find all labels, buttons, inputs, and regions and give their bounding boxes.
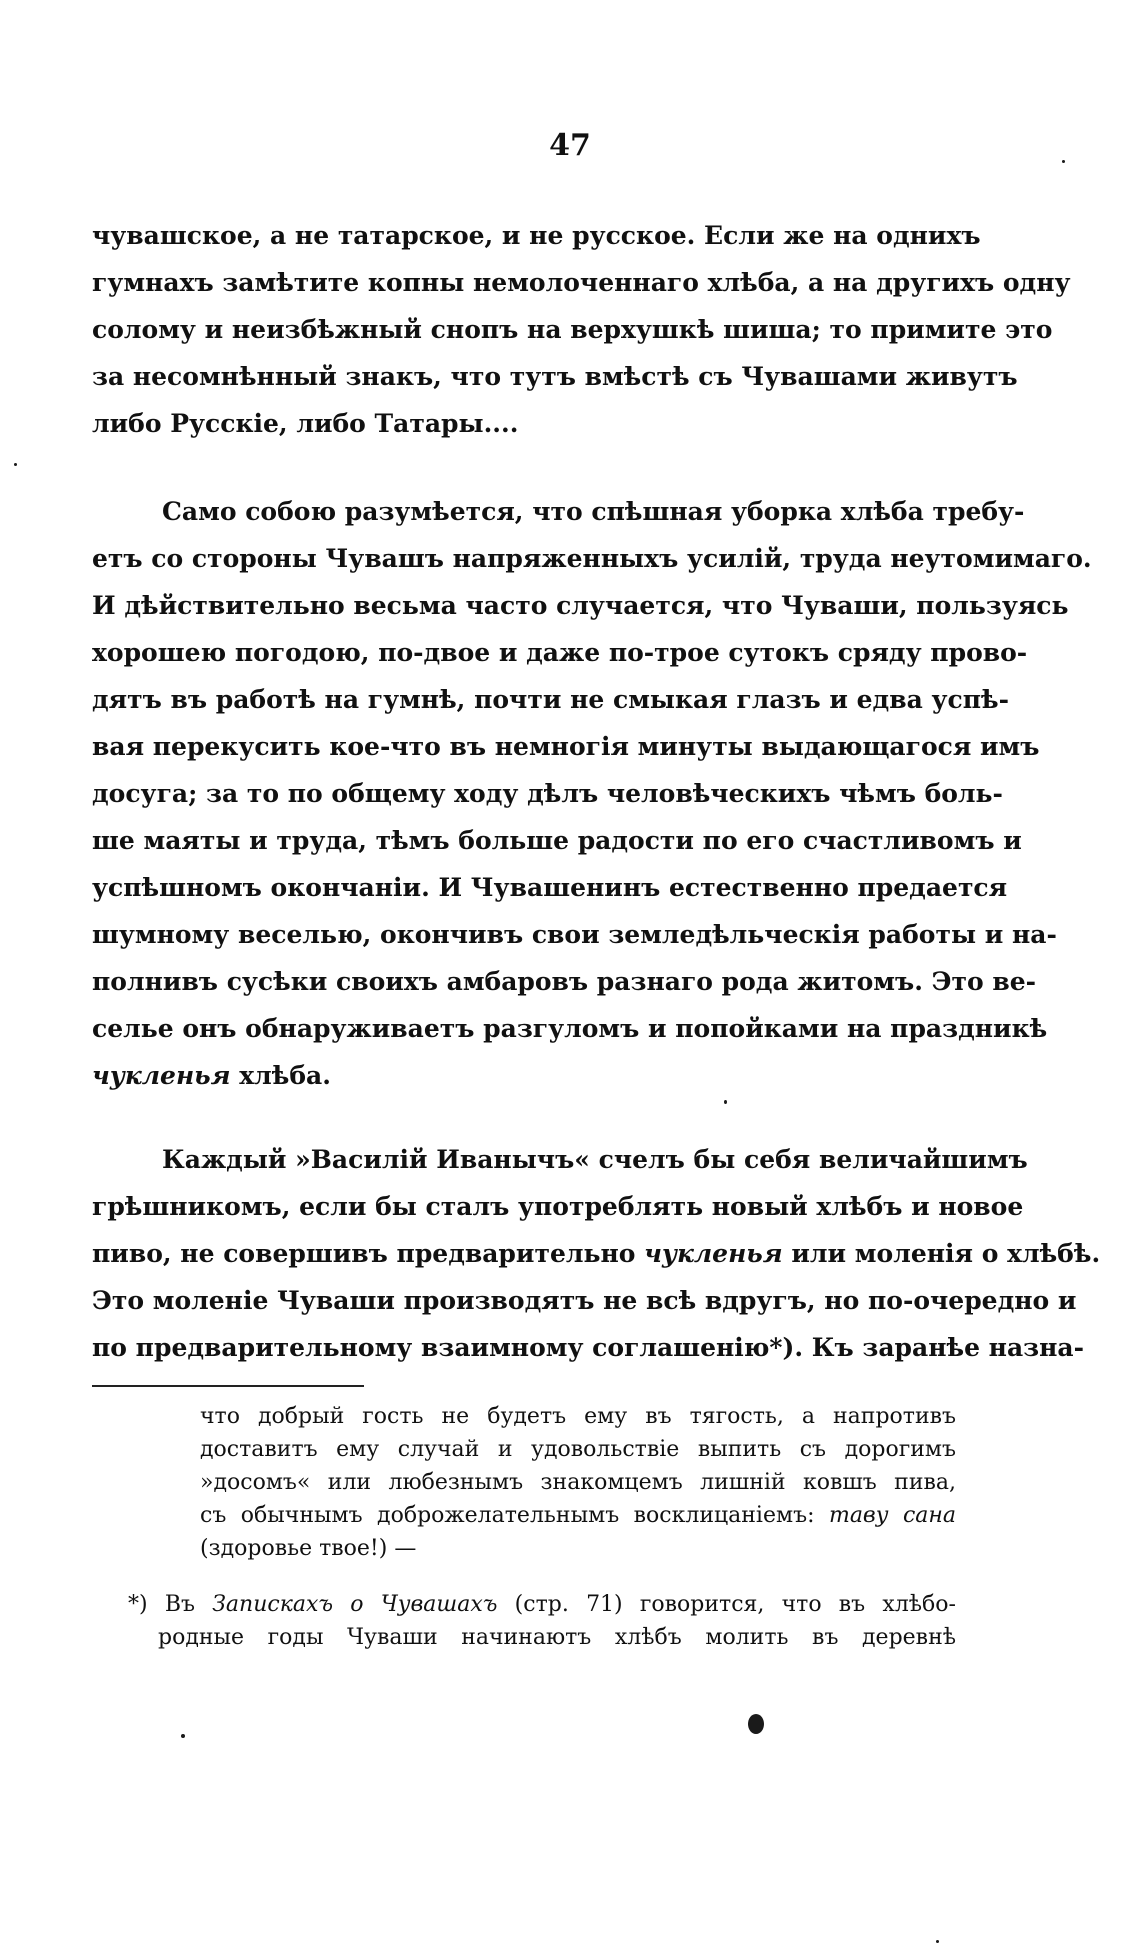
footnote-line: доставитъ ему случай и удовольствіе выпить съ дорогимъ [200,1437,956,1462]
text-line: чувашское, а не татарское, и не русское. Если же на однихъ [92,221,981,250]
footnote-line: (здоровье твое!) — [200,1536,417,1561]
footnote-line: что добрый гость не будетъ ему въ тягость, а напротивъ [200,1404,956,1429]
footnote-line: »досомъ« или любезнымъ знакомцемъ лишній ковшъ пива, [200,1470,956,1495]
footnote-line [128,1588,956,1621]
text-line: етъ со стороны Чувашъ напряженныхъ усилій, труда неутомимаго. [92,544,1092,573]
text-fragment: пиво, не совершивъ предварительно [92,1239,645,1268]
text-line: Это моленіе Чуваши производятъ не всѣ вдругъ, но по-очередно и [92,1286,1077,1315]
text-fragment: хлѣба. [230,1061,331,1090]
ink-blot [748,1714,764,1734]
text-fragment: съ обычнымъ доброжелательнымъ восклицаніемъ: [200,1503,829,1528]
paragraph-3 [92,1136,1101,1371]
text-line: успѣшномъ окончаніи. И Чувашенинъ естественно предается [92,873,1008,902]
text-line: Каждый »Василій Иванычъ« счелъ бы себя величайшимъ [162,1145,1028,1174]
text-line: дятъ въ работѣ на гумнѣ, почти не смыкая глазъ и едва успѣ- [92,685,1009,714]
ink-speck [1062,160,1065,163]
text-line: полнивъ сусѣки своихъ амбаровъ разнаго рода житомъ. Это ве- [92,967,1037,996]
text-fragment: (стр. 71) говорится, что въ хлѣбо- [497,1592,956,1617]
text-line: грѣшникомъ, если бы сталъ употреблять новый хлѣбъ и новое [92,1192,1024,1221]
text-line: Само собою разумѣется, что спѣшная уборка хлѣба требу- [162,497,1025,526]
text-fragment: Въ [147,1592,213,1617]
italic-term: чукленья [644,1239,783,1268]
text-line: солому и неизбѣжный снопъ на верхушкѣ шиша; то примите это [92,315,1053,344]
text-line: ше маяты и труда, тѣмъ больше радости по его счастливомъ и [92,826,1022,855]
ink-speck [724,1100,727,1104]
text-line: вая перекусить кое-что въ немногія минуты выдающагося имъ [92,732,1040,761]
ink-speck [936,1940,939,1943]
text-line: селье онъ обнаруживаетъ разгуломъ и попойками на праздникѣ [92,1014,1048,1043]
text-line [92,1052,954,1099]
page-number: 47 [549,128,591,163]
ink-speck [14,463,17,466]
text-line: за несомнѣнный знакъ, что тутъ вмѣстѣ съ Чувашами живутъ [92,362,1018,391]
footnote-1 [128,1588,956,1654]
footnote-line [200,1499,956,1532]
footnote-divider [92,1385,364,1387]
italic-title: Запискахъ о Чувашахъ [212,1592,498,1617]
text-line [92,1230,1101,1277]
paragraph-2 [92,488,1092,1099]
footnote-line: родные годы Чуваши начинаютъ хлѣбъ молить въ деревнѣ [158,1625,956,1650]
text-line: досуга; за то по общему ходу дѣлъ человѣческихъ чѣмъ боль- [92,779,1003,808]
text-line: И дѣйствительно весьма часто случается, что Чуваши, пользуясь [92,591,1069,620]
italic-term: чукленья [92,1061,231,1090]
italic-term: таву сана [828,1503,956,1528]
text-line: по предварительному взаимному соглашенію*). Къ заранѣе назна- [92,1333,1085,1362]
text-line: гумнахъ замѣтите копны немолоченнаго хлѣба, а на другихъ одну [92,268,1071,297]
text-line: хорошею погодою, по-двое и даже по-трое сутокъ сряду прово- [92,638,1028,667]
footnote-continuation [200,1400,956,1565]
paragraph-1 [92,212,1071,447]
ink-speck [181,1734,185,1738]
text-line: либо Русскіе, либо Татары.... [92,409,519,438]
text-fragment: или моленія о хлѣбѣ. [782,1239,1101,1268]
footnote-marker: *) [128,1592,148,1617]
text-line: шумному веселью, окончивъ свои земледѣльческія работы и на- [92,920,1057,949]
